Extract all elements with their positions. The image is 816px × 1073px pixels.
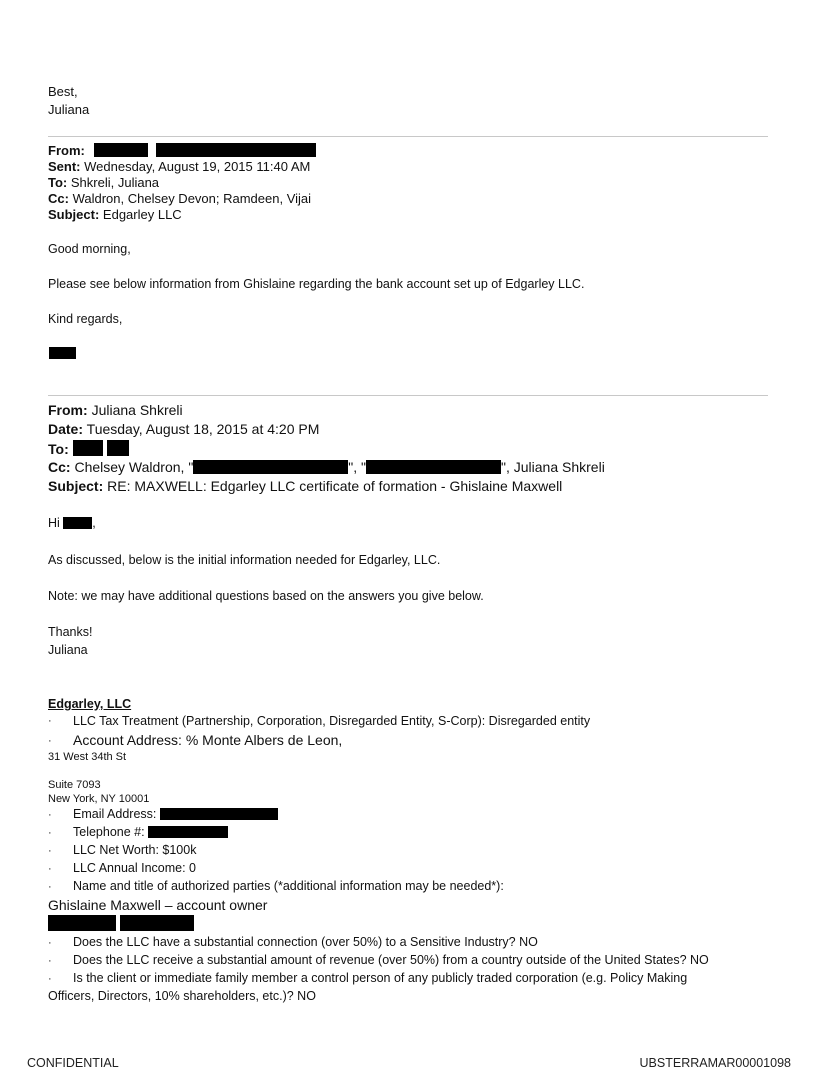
to-label: To:: [48, 441, 69, 457]
subject-label: Subject:: [48, 207, 100, 222]
email1-cc-line: [48, 191, 311, 206]
email2-to-line: [48, 440, 129, 457]
redaction: [193, 460, 348, 474]
redaction: [120, 915, 194, 931]
divider: [48, 136, 768, 137]
greeting-punct: ,: [92, 516, 96, 530]
email2-thanks: Thanks!: [48, 625, 93, 639]
email1-subject-line: [48, 207, 182, 222]
date-value: Tuesday, August 18, 2015 at 4:20 PM: [86, 421, 320, 437]
email2-cc-line: [48, 459, 605, 475]
email2-greeting-line: [48, 516, 96, 530]
cc-label: Cc:: [48, 191, 69, 206]
redaction: [49, 347, 76, 359]
info-addr3: New York, NY 10001: [48, 793, 150, 805]
email2-line1: As discussed, below is the initial information needed for Edgarley, LLC.: [48, 553, 441, 567]
bullet: ·: [48, 955, 52, 967]
sent-label: Sent:: [48, 159, 81, 174]
info-net-worth: LLC Net Worth: $100k: [73, 843, 197, 857]
cc-label: Cc:: [48, 459, 71, 475]
info-addr1: 31 West 34th St: [48, 751, 127, 763]
info-authorized: Name and title of authorized parties (*additional information may be needed*):: [73, 879, 504, 893]
bullet: ·: [48, 973, 52, 985]
email2-from-line: [48, 402, 183, 418]
info-q3a: Is the client or immediate family member a control person of any publicly traded corporation (e.g. Policy Making: [73, 971, 688, 985]
closing-name: Juliana: [48, 102, 90, 117]
bullet: ·: [48, 827, 52, 839]
info-tax: LLC Tax Treatment (Partnership, Corporation, Disregarded Entity, S-Corp): Disregarded entity: [73, 714, 591, 728]
cc-value: Waldron, Chelsey Devon; Ramdeen, Vijai: [72, 191, 312, 206]
footer-confidential: CONFIDENTIAL: [27, 1056, 119, 1070]
cc-end: ", Juliana Shkreli: [501, 459, 605, 475]
info-telephone-line: [73, 825, 228, 839]
info-email-line: [73, 807, 278, 821]
email2-date-line: [48, 421, 319, 437]
redaction: [48, 915, 116, 931]
telephone-label: Telephone #:: [73, 825, 145, 839]
bullet: ·: [48, 881, 52, 893]
bullet: ·: [48, 735, 52, 747]
redaction: [63, 517, 92, 529]
redaction: [107, 440, 129, 456]
info-q3b: Officers, Directors, 10% shareholders, etc.)? NO: [48, 989, 316, 1003]
redaction: [148, 826, 228, 838]
info-addr2: Suite 7093: [48, 779, 101, 791]
redaction: [73, 440, 103, 456]
info-owner: Ghislaine Maxwell – account owner: [48, 897, 268, 913]
subject-value: RE: MAXWELL: Edgarley LLC certificate of formation - Ghislaine Maxwell: [107, 478, 563, 494]
email2-subject-line: [48, 478, 562, 494]
email1-signoff: Kind regards,: [48, 312, 123, 326]
footer-bates-number: UBSTERRAMAR00001098: [639, 1056, 791, 1070]
date-label: Date:: [48, 421, 84, 437]
bullet: ·: [48, 715, 52, 727]
email1-greeting: Good morning,: [48, 242, 131, 256]
info-q2: Does the LLC receive a substantial amount of revenue (over 50%) from a country outside of the United States? NO: [73, 953, 709, 967]
email-label: Email Address:: [73, 807, 157, 821]
from-label: From:: [48, 402, 88, 418]
subject-value: Edgarley LLC: [102, 207, 182, 222]
email1-to-line: [48, 175, 159, 190]
bullet: ·: [48, 937, 52, 949]
info-annual-income: LLC Annual Income: 0: [73, 861, 196, 875]
bullet: ·: [48, 845, 52, 857]
cc-mid: ", ": [348, 459, 367, 475]
redaction: [156, 143, 316, 157]
bullet: ·: [48, 863, 52, 875]
info-heading: Edgarley, LLC: [48, 697, 132, 711]
subject-label: Subject:: [48, 478, 104, 494]
cc-start: Chelsey Waldron, ": [74, 459, 194, 475]
email2-name: Juliana: [48, 643, 88, 657]
email1-from-line: [48, 143, 316, 158]
email2-line2: Note: we may have additional questions based on the answers you give below.: [48, 589, 484, 603]
info-account-address: Account Address: % Monte Albers de Leon,: [73, 732, 343, 748]
divider: [48, 395, 768, 396]
info-q1: Does the LLC have a substantial connection (over 50%) to a Sensitive Industry? NO: [73, 935, 538, 949]
email1-sent-line: [48, 159, 310, 174]
redaction: [366, 460, 501, 474]
bullet: ·: [48, 809, 52, 821]
email1-body: Please see below information from Ghislaine regarding the bank account set up of Edgarley LLC.: [48, 277, 585, 291]
redaction: [94, 143, 148, 157]
to-label: To:: [48, 175, 68, 190]
to-value: Shkreli, Juliana: [70, 175, 160, 190]
from-value: Juliana Shkreli: [91, 402, 183, 418]
closing-best: Best,: [48, 84, 78, 99]
redaction: [160, 808, 278, 820]
greeting: Hi: [48, 516, 60, 530]
sent-value: Wednesday, August 19, 2015 11:40 AM: [84, 159, 311, 174]
from-label: From:: [48, 143, 85, 158]
